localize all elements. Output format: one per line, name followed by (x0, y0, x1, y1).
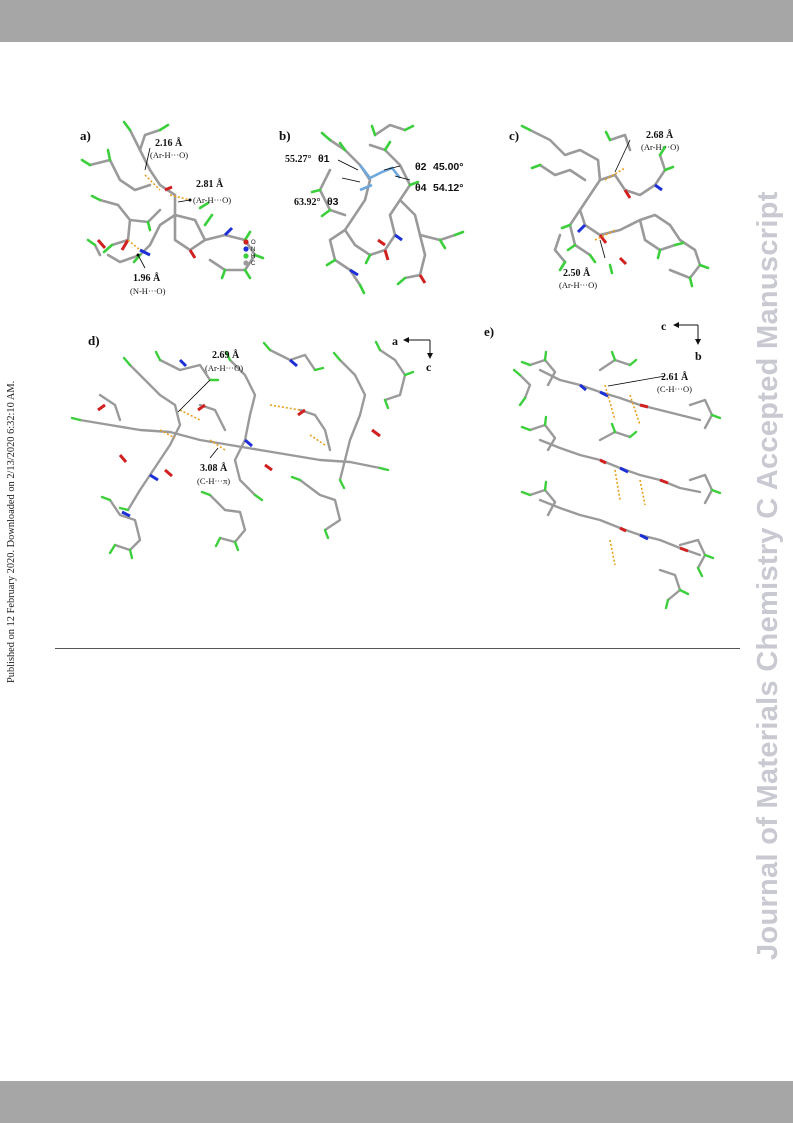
panel-c-dist-1: 2.68 Å (646, 130, 674, 141)
panel-e-dist-1: 2.61 Å (661, 372, 689, 383)
footer-bar (0, 1081, 793, 1123)
panel-a-type-2: (Ar-H···O) (193, 195, 232, 205)
panel-e-axis-v: b (695, 349, 702, 363)
panel-d-packing (72, 342, 413, 558)
panel-e-axis-h: c (661, 319, 667, 333)
footnote-rule (55, 648, 740, 649)
angle-t3-symbol: θ3 (327, 196, 339, 208)
panel-c-type-1: (Ar-H···O) (641, 142, 680, 152)
panel-c-dist-2: 2.50 Å (563, 268, 591, 279)
angle-t2-symbol: θ2 (415, 161, 427, 173)
panel-e-axes (661, 319, 702, 363)
panel-e-type-1: (C-H···O) (657, 384, 692, 394)
panel-a-dist-3: 1.96 Å (133, 273, 161, 284)
panel-d-axes (392, 334, 433, 374)
angle-t1-symbol: θ1 (318, 153, 330, 165)
panel-b-molecule (312, 125, 463, 293)
panel-c-molecule (522, 126, 708, 286)
journal-watermark: Journal of Materials Chemistry C Accepted Manuscript (752, 191, 784, 960)
panel-b (279, 125, 463, 293)
panel-a-type-1: (Ar-H···O) (150, 150, 189, 160)
panel-c-label: c) (509, 128, 520, 143)
svg-text:O: O (251, 240, 256, 246)
angle-t3-value: 63.92° (294, 197, 321, 208)
angle-t4-symbol: θ4 (415, 182, 427, 194)
svg-text:H: H (251, 254, 256, 260)
panel-d-dist-1: 2.69 Å (212, 350, 240, 361)
published-notice: Published on 12 February 2020. Downloaded on 2/13/2020 6:32:10 AM. (6, 380, 17, 683)
panel-d-dist-2: 3.08 Å (200, 463, 228, 474)
svg-text:C: C (251, 261, 256, 267)
panel-c-type-2: (Ar-H···O) (559, 280, 598, 290)
angle-t4-value: 54.12° (433, 182, 464, 194)
panel-e-label: e) (484, 324, 495, 339)
panel-a-type-3: (N-H···O) (130, 286, 166, 296)
panel-d-type-2: (C-H···π) (197, 476, 231, 486)
panel-a-label: a) (80, 128, 91, 143)
panel-a (80, 122, 263, 296)
panel-d (72, 333, 433, 558)
panel-a-dist-1: 2.16 Å (155, 138, 183, 149)
angle-t1-value: 55.27° (285, 154, 312, 165)
panel-e (484, 319, 720, 608)
panel-b-label: b) (279, 128, 291, 143)
svg-text:N: N (251, 247, 256, 253)
angle-t2-value: 45.00° (433, 161, 464, 173)
panel-d-type-1: (Ar-H···O) (205, 363, 244, 373)
panel-d-label: d) (88, 333, 100, 348)
panel-a-dist-2: 2.81 Å (196, 179, 224, 190)
panel-d-axis-v: c (426, 360, 432, 374)
panel-d-axis-h: a (392, 334, 398, 348)
panel-c (509, 126, 708, 290)
